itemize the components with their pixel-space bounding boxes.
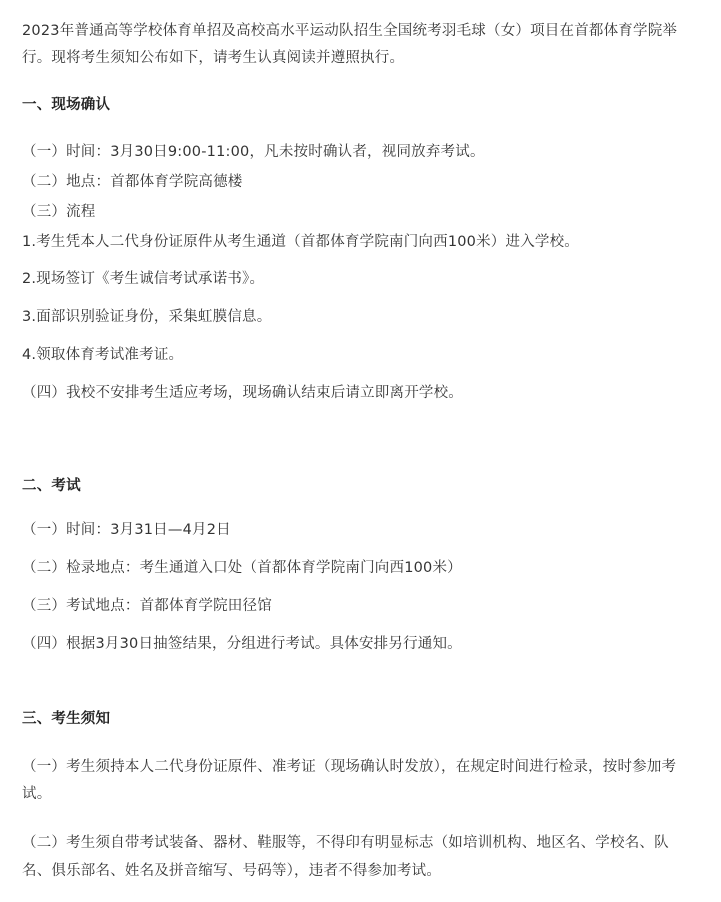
intro-text-line-2: 行。现将考生须知公布如下，请考生认真阅读并遵照执行。 xyxy=(22,50,405,66)
instruction-1-line-2: 试。 xyxy=(22,786,52,802)
instruction-2-line-1: （二）考生须自带考试装备、器材、鞋服等，不得印有明显标志（如培训机构、地区名、学校名、队 xyxy=(22,835,669,851)
process-step-4: 4.领取体育考试准考证。 xyxy=(22,347,184,363)
confirmation-note: （四）我校不安排考生适应考场，现场确认结束后请立即离开学校。 xyxy=(22,385,463,401)
section-heading-exam: 二、考试 xyxy=(22,478,81,494)
process-step-2: 2.现场签订《考生诚信考试承诺书》。 xyxy=(22,271,265,287)
exam-venue: （三）考试地点：首都体育学院田径馆 xyxy=(22,598,272,614)
intro-text-line-1: 2023年普通高等学校体育单招及高校高水平运动队招生全国统考羽毛球（女）项目在首都体育学院举 xyxy=(22,23,678,39)
exam-checkin-place: （二）检录地点：考生通道入口处（首都体育学院南门向西100米） xyxy=(22,560,462,576)
process-step-1: 1.考生凭本人二代身份证原件从考生通道（首都体育学院南门向西100米）进入学校。 xyxy=(22,234,580,250)
exam-time: （一）时间：3月31日—4月2日 xyxy=(22,522,231,538)
exam-grouping: （四）根据3月30日抽签结果，分组进行考试。具体安排另行通知。 xyxy=(22,636,462,652)
instruction-2-line-2: 名、俱乐部名、姓名及拼音缩写、号码等），违者不得参加考试。 xyxy=(22,863,442,879)
process-step-3: 3.面部识别验证身份，采集虹膜信息。 xyxy=(22,309,272,325)
confirmation-place: （二）地点：首都体育学院高德楼 xyxy=(22,174,243,190)
section-heading-instructions: 三、考生须知 xyxy=(22,711,111,727)
confirmation-process-title: （三）流程 xyxy=(22,204,96,220)
section-heading-confirmation: 一、现场确认 xyxy=(22,97,111,113)
instruction-1-line-1: （一）考生须持本人二代身份证原件、准考证（现场确认时发放），在规定时间进行检录，按时参加考 xyxy=(22,759,677,775)
confirmation-time: （一）时间：3月30日9:00-11:00，凡未按时确认者，视同放弃考试。 xyxy=(22,144,485,160)
